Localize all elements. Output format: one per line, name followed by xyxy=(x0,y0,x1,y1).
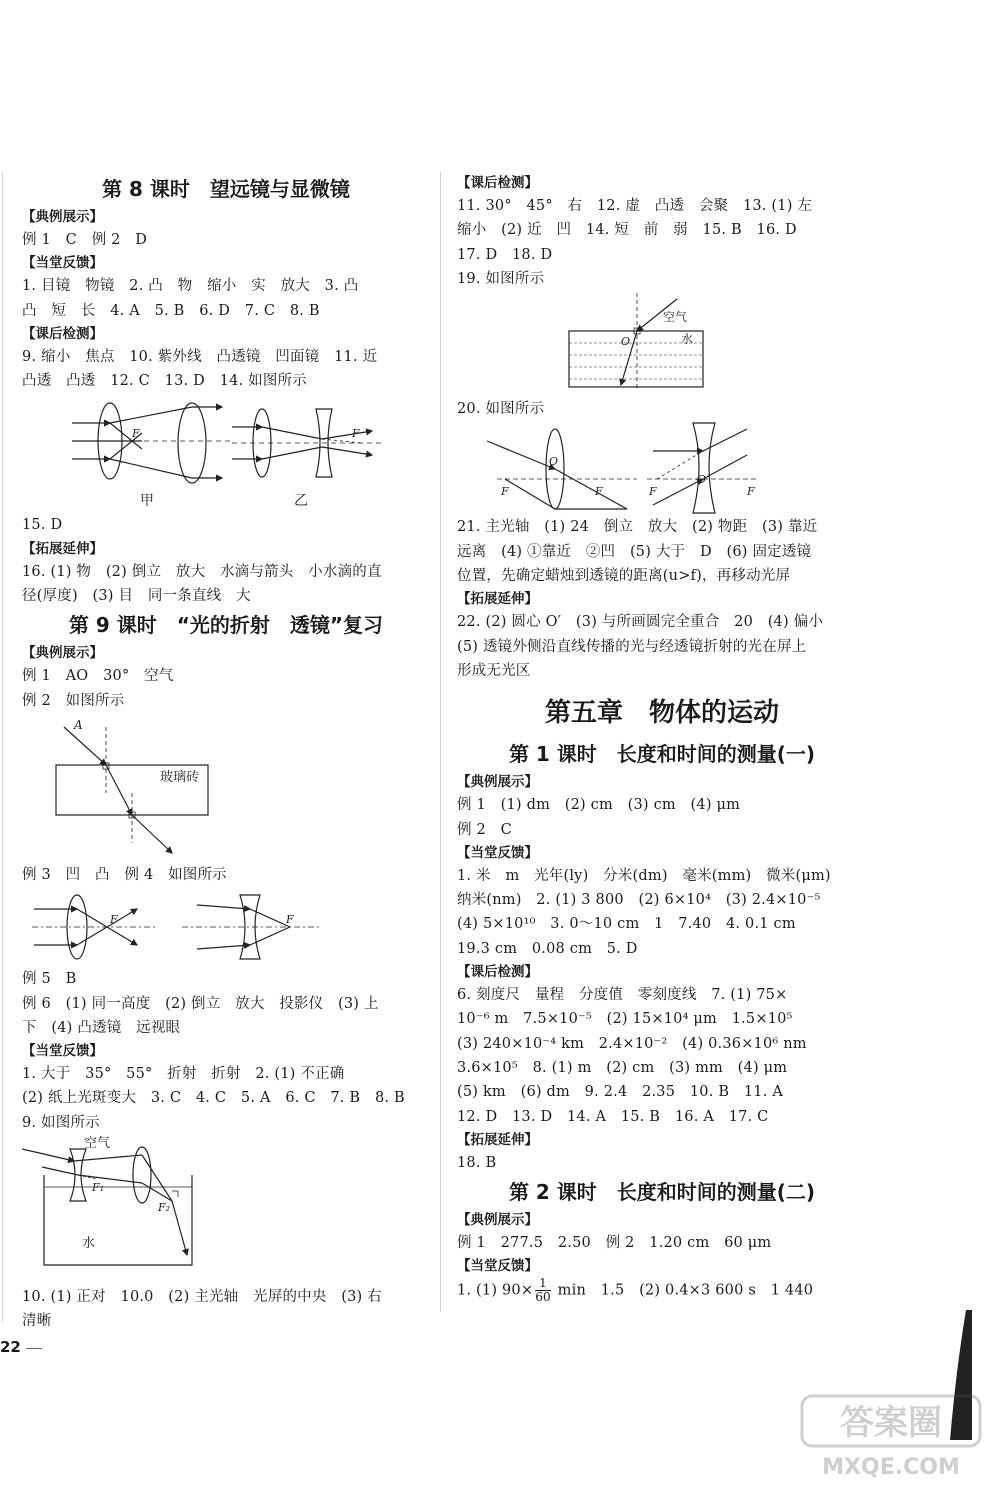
lesson-title: 第 9 课时 “光的折射 透镜”复习 xyxy=(68,613,384,638)
answer-line: 例 1 AO 30° 空气 xyxy=(22,668,174,685)
answer-line: 9. 缩小 焦点 10. 紫外线 凸透镜 凹面镜 11. 近 xyxy=(22,348,378,365)
chapter-title: 第五章 物体的运动 xyxy=(544,698,779,729)
section-heading: 【拓展延伸】 xyxy=(457,591,538,608)
answer-line: 例 1 277.5 2.50 例 2 1.20 cm 60 μm xyxy=(457,1235,772,1252)
answer-line: 21. 主光轴 (1) 24 倒立 放大 (2) 物距 (3) 靠近 xyxy=(457,519,818,536)
answer-line: 清晰 xyxy=(22,1313,52,1330)
answer-text: min 1.5 (2) 0.4×3 600 s 1 440 xyxy=(552,1282,814,1299)
focus-label: F xyxy=(110,913,118,927)
answer-line: 11. 30° 45° 右 12. 虚 凸透 会聚 13. (1) 左 xyxy=(457,198,813,214)
answer-text: 1. (1) 90× xyxy=(457,1282,534,1299)
fig14-left-label: 甲 xyxy=(140,493,154,510)
air-label: 空气 xyxy=(663,310,688,325)
focus-label: F xyxy=(501,485,509,499)
section-heading: 【当堂反馈】 xyxy=(457,844,538,861)
figure-14-telescope-diagram xyxy=(22,393,422,513)
air-label: 空气 xyxy=(84,1136,111,1152)
answer-line: (3) 240×10⁻⁴ km 2.4×10⁻² (4) 0.36×10⁶ nm xyxy=(457,1035,807,1052)
section-heading: 【拓展延伸】 xyxy=(22,540,103,557)
section-heading: 【拓展延伸】 xyxy=(457,1131,538,1148)
example-4-lens-diagram xyxy=(22,887,422,967)
glass-brick-label: 玻璃砖 xyxy=(160,769,200,785)
water-label: 水 xyxy=(82,1236,96,1252)
origin-label: O xyxy=(549,455,559,469)
answer-line: 12. D 13. D 14. A 15. B 16. A 17. C xyxy=(457,1108,769,1125)
answer-line: 远离 (4) ①靠近 ②凹 (5) 大于 D (6) 固定透镜 xyxy=(457,543,812,560)
answer-line: 凸透 凸透 12. C 13. D 14. 如图所示 xyxy=(22,373,307,390)
answer-line: 18. B xyxy=(457,1154,497,1171)
answer-line: 位置，先确定蜡烛到透镜的距离(u>f)，再移动光屏 xyxy=(457,568,791,585)
answer-line: 10⁻⁶ m 7.5×10⁻⁵ (2) 15×10⁴ μm 1.5×10⁵ xyxy=(457,1011,793,1028)
answer-line: (5) 透镜外侧沿直线传播的光与经透镜折射的光在屏上 xyxy=(457,638,807,655)
answer-line: 例 1 (1) dm (2) cm (3) cm (4) μm xyxy=(457,797,741,814)
answer-line: 例 5 B xyxy=(22,971,77,988)
figure-19-refraction-diagram xyxy=(457,291,857,397)
section-heading: 【典例展示】 xyxy=(457,774,538,791)
answer-line: 例 2 C xyxy=(457,821,512,838)
section-heading: 【典例展示】 xyxy=(457,1212,538,1229)
answer-line: 6. 刻度尺 量程 分度值 零刻度线 7. (1) 75× xyxy=(457,987,788,1004)
answer-line: (4) 5×10¹⁰ 3. 0～10 cm 1 7.40 4. 0.1 cm xyxy=(457,916,796,933)
answer-line: 16. (1) 物 (2) 倒立 放大 水滴与箭头 小水滴的直 xyxy=(22,563,382,580)
fig14-right-label: 乙 xyxy=(294,493,308,510)
answer-line: 1. 大于 35° 55° 折射 折射 2. (1) 不正确 xyxy=(22,1066,345,1083)
focus-label: F xyxy=(352,427,360,441)
answer-line: 19. 如图所示 xyxy=(457,270,545,287)
section-heading: 【典例展示】 xyxy=(22,209,103,225)
answer-line: 纳米(nm) 2. (1) 3 800 (2) 6×10⁴ (3) 2.4×10⁻⁵ xyxy=(457,892,821,909)
left-column xyxy=(22,172,430,1334)
section-heading: 【课后检测】 xyxy=(457,175,538,191)
answer-line: 1. 米 m 光年(ly) 分米(dm) 毫米(mm) 微米(μm) xyxy=(457,867,831,884)
focus-label: F xyxy=(595,485,603,499)
page-number: 22 xyxy=(0,1338,21,1356)
point-a-label: A xyxy=(74,717,83,732)
f1-label: F₁ xyxy=(92,1181,105,1195)
answer-line: 径(厚度) (3) 目 同一条直线 大 xyxy=(22,588,251,605)
answer-line: 15. D xyxy=(22,517,63,534)
watermark-logo xyxy=(796,1392,986,1484)
answer-line: 20. 如图所示 xyxy=(457,401,545,418)
answer-line: 17. D 18. D xyxy=(457,246,553,263)
answer-line: 3.6×10⁵ 8. (1) m (2) cm (3) mm (4) μm xyxy=(457,1059,788,1076)
figure-20-lens-diagram xyxy=(457,421,857,515)
section-heading: 【当堂反馈】 xyxy=(457,1258,538,1275)
answer-line: 1. 目镜 物镜 2. 凸 物 缩小 实 放大 3. 凸 xyxy=(22,278,359,295)
answer-line: 22. (2) 圆心 O′ (3) 与所画圆完全重合 20 (4) 偏小 xyxy=(457,614,824,631)
answer-line: 例 3 凹 凸 例 4 如图所示 xyxy=(22,866,227,883)
focus-label: F xyxy=(132,427,140,441)
watermark-title: 答案圈 xyxy=(840,1403,942,1443)
answer-line: 19.3 cm 0.08 cm 5. D xyxy=(457,940,638,957)
answer-line: 10. (1) 正对 10.0 (2) 主光轴 光屏的中央 (3) 右 xyxy=(22,1289,382,1306)
answer-line: 缩小 (2) 近 凹 14. 短 前 弱 15. B 16. D xyxy=(457,222,797,239)
answer-line: 形成无光区 xyxy=(457,662,531,679)
answer-line: 例 2 如图所示 xyxy=(22,692,125,709)
left-margin-rule xyxy=(2,172,3,1322)
section-heading: 【课后检测】 xyxy=(457,964,538,981)
lesson-title: 第 1 课时 长度和时间的测量(一) xyxy=(508,742,816,767)
answer-line: 例 1 C 例 2 D xyxy=(22,232,148,248)
section-heading: 【当堂反馈】 xyxy=(22,255,103,272)
answer-line xyxy=(457,1277,867,1304)
focus-label: F xyxy=(286,913,294,927)
answer-line: 下 (4) 凸透镜 远视眼 xyxy=(22,1019,181,1036)
section-heading: 【当堂反馈】 xyxy=(22,1043,103,1060)
example-2-glass-brick-diagram xyxy=(22,713,422,863)
origin-label: O xyxy=(621,335,631,349)
answer-line: 9. 如图所示 xyxy=(22,1114,100,1131)
watermark-url: MXQE.COM xyxy=(822,1455,960,1480)
fraction xyxy=(535,1277,551,1304)
section-heading: 【课后检测】 xyxy=(22,325,103,342)
answer-line: 例 6 (1) 同一高度 (2) 倒立 放大 投影仪 (3) 上 xyxy=(22,995,379,1012)
right-column xyxy=(457,172,867,1304)
lesson-title: 第 2 课时 长度和时间的测量(二) xyxy=(508,1180,816,1205)
answer-line: (5) km (6) dm 9. 2.4 2.35 10. B 11. A xyxy=(457,1084,784,1101)
section-heading: 【典例展示】 xyxy=(22,645,103,662)
origin-label: O xyxy=(697,473,707,487)
focus-label: F xyxy=(649,485,657,499)
figure-9-lens-water-diagram xyxy=(22,1135,422,1285)
f2-label: F₂ xyxy=(158,1201,171,1215)
fraction-denominator: 60 xyxy=(535,1290,551,1305)
lesson-title: 第 8 课时 望远镜与显微镜 xyxy=(102,177,350,201)
page-number-rule xyxy=(26,1348,42,1349)
fraction-numerator: 1 xyxy=(535,1277,551,1291)
column-divider xyxy=(440,172,441,1312)
water-label: 水 xyxy=(681,332,694,347)
focus-label: F xyxy=(747,485,755,499)
answer-line: (2) 纸上光斑变大 3. C 4. C 5. A 6. C 7. B 8. B xyxy=(22,1090,405,1107)
answer-line: 凸 短 长 4. A 5. B 6. D 7. C 8. B xyxy=(22,302,320,319)
